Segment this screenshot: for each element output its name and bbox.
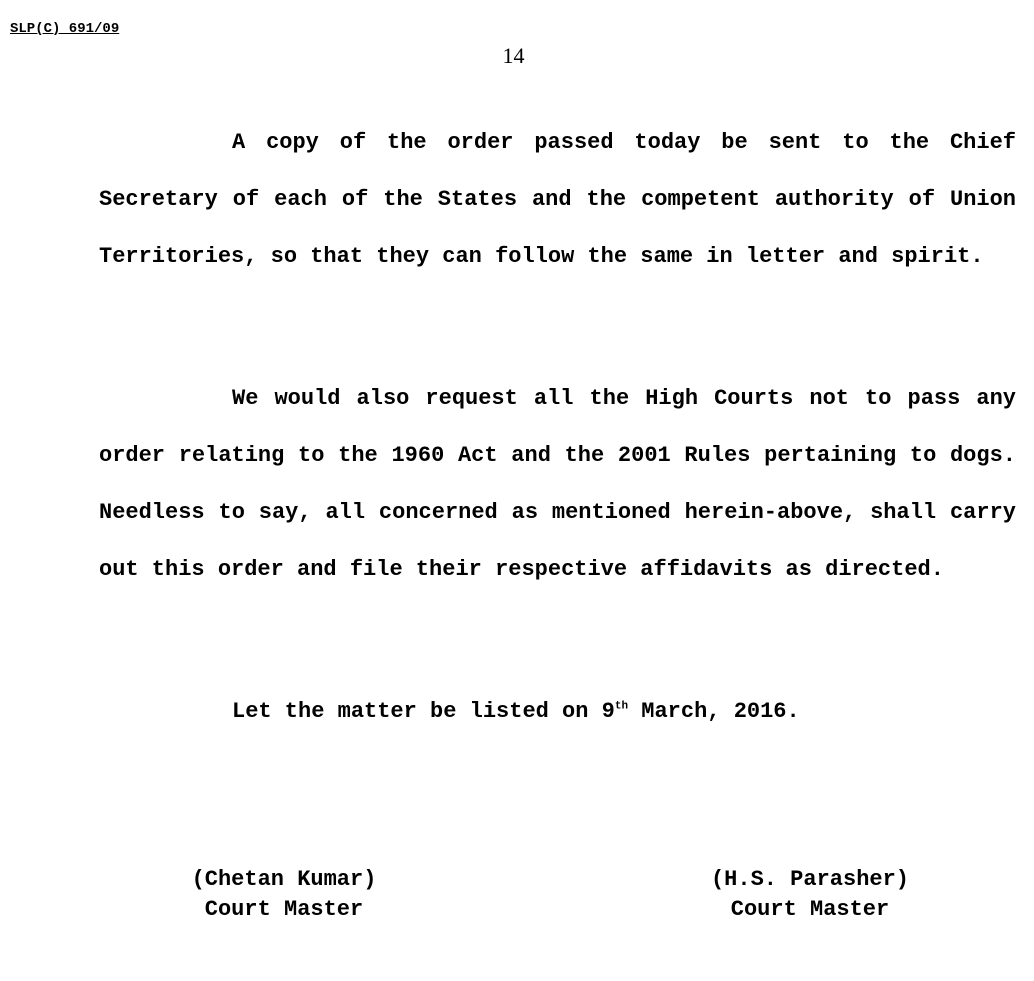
listing-date: March, 2016. <box>628 699 800 724</box>
signatory-name: (Chetan Kumar) <box>191 867 377 892</box>
signatory-title: Court Master <box>204 897 364 922</box>
date-ordinal-suffix: th <box>614 700 629 713</box>
signatory-title: Court Master <box>730 897 890 922</box>
signature-block-left <box>164 865 404 925</box>
listing-text: Let the matter be listed on 9 <box>232 699 615 724</box>
paragraph-copy-order: A copy of the order passed today be sent to the Chief Secretary of each of the States and the competent authority of Union Territories, so that they can follow the same in letter and spirit. <box>99 130 1016 269</box>
paragraph-high-courts: We would also request all the High Courts not to pass any order relating to the 1960 Act and the 2001 Rules pertaining to dogs. Needless to say, all concerned as mentioned herein-above, shall carry out this order and file their respective affidavits as directed. <box>99 386 1016 582</box>
paragraph-listing-date <box>99 683 1016 740</box>
signature-block-right <box>690 865 930 925</box>
case-number: SLP(C) 691/09 <box>10 21 120 37</box>
signatory-name: (H.S. Parasher) <box>710 867 910 892</box>
page-number: 14 <box>502 43 525 68</box>
